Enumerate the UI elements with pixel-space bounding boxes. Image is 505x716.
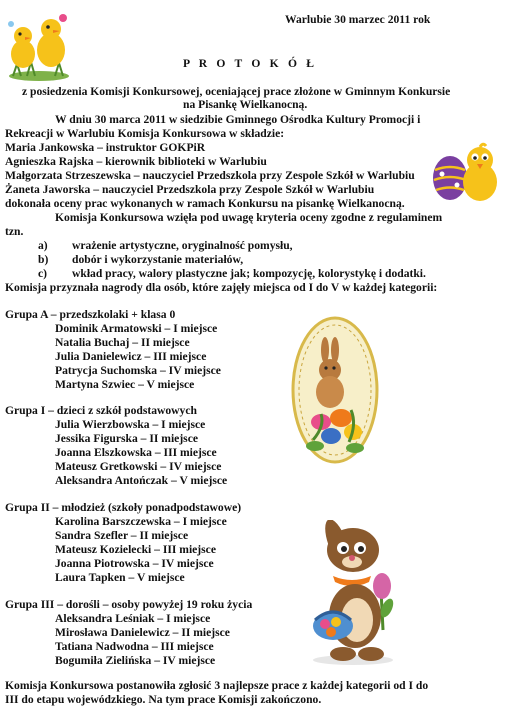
bunny-egg-clipart-icon	[291, 314, 379, 466]
group-heading: Grupa I – dzieci z szkół podstawowych	[5, 404, 197, 417]
closing-line-1: Komisja Konkursowa postanowiła zgłosić 3 najlepsze prace z każdej kategorii od I do	[5, 679, 429, 692]
committee-member: Agnieszka Rajska – kierownik biblioteki w Warlubiu	[5, 155, 267, 168]
winner-entry: Aleksandra Leśniak – I miejsce	[55, 612, 211, 625]
winner-entry: Laura Tapken – V miejsce	[55, 571, 185, 584]
intro-line-3: W dniu 30 marca 2011 w siedzibie Gminnego Ośrodka Kultury Promocji i	[55, 113, 421, 126]
winner-entry: Mateusz Gretkowski – IV miejsce	[55, 460, 222, 473]
criterion-text: wrażenie artystyczne, oryginalność pomysłu,	[72, 239, 293, 252]
document-title: P R O T O K Ó Ł	[183, 57, 318, 70]
chicks-clipart-icon	[3, 6, 75, 82]
winner-entry: Sandra Szefler – II miejsce	[55, 529, 189, 542]
winner-entry: Dominik Armatowski – I miejsce	[55, 322, 218, 335]
assessment-line-3: tzn.	[5, 225, 24, 238]
winner-entry: Joanna Elszkowska – III miejsce	[55, 446, 217, 459]
awards-intro: Komisja przyznała nagrody dla osób, które zajęły miejsca od I do V w każdej kategorii:	[5, 281, 438, 294]
committee-member: Żaneta Jaworska – nauczyciel Przedszkola przy Zespole Szkół w Warlubiu	[5, 183, 375, 196]
winner-entry: Aleksandra Antończak – V miejsce	[55, 474, 228, 487]
winner-entry: Mirosława Danielewicz – II miejsce	[55, 626, 230, 639]
group-heading: Grupa A – przedszkolaki + klasa 0	[5, 308, 176, 321]
intro-line-2: na Pisankę Wielkanocną.	[183, 98, 308, 111]
bunny-with-tulip-clipart-icon	[303, 520, 401, 666]
intro-line-1: z posiedzenia Komisji Konkursowej, oceniającej prace złożone w Gminnym Konkursie	[22, 85, 451, 98]
group-heading: Grupa II – młodzież (szkoły ponadpodstawowe)	[5, 501, 242, 514]
closing-line-2: III do etapu wojewódzkiego. Na tym prace Komisji zakończono.	[5, 693, 322, 706]
document-date: Warlubie 30 marzec 2011 rok	[285, 13, 431, 26]
intro-line-4: Rekreacji w Warlubiu Komisja Konkursowa w składzie:	[5, 127, 285, 140]
winner-entry: Patrycja Suchomska – IV miejsce	[55, 364, 221, 377]
assessment-line-2: Komisja Konkursowa wzięła pod uwagę kryteria oceny zgodne z regulaminem	[55, 211, 443, 224]
criterion-label: c)	[38, 267, 48, 280]
winner-entry: Martyna Szwiec – V miejsce	[55, 378, 195, 391]
winner-entry: Karolina Barszczewska – I miejsce	[55, 515, 227, 528]
winner-entry: Julia Danielewicz – III miejsce	[55, 350, 207, 363]
winner-entry: Joanna Piotrowska – IV miejsce	[55, 557, 214, 570]
criterion-label: b)	[38, 253, 49, 266]
assessment-line-1: dokonała oceny prac wykonanych w ramach Konkursu na pisankę Wielkanocną.	[5, 197, 405, 210]
winner-entry: Bogumiła Zielińska – IV miejsce	[55, 654, 216, 667]
chick-with-egg-clipart-icon	[428, 140, 503, 206]
committee-member: Małgorzata Strzeszewska – nauczyciel Przedszkola przy Zespole Szkół w Warlubiu	[5, 169, 415, 182]
criterion-text: dobór i wykorzystanie materiałów,	[72, 253, 244, 266]
winner-entry: Mateusz Kozielecki – III miejsce	[55, 543, 216, 556]
winner-entry: Natalia Buchaj – II miejsce	[55, 336, 190, 349]
winner-entry: Julia Wierzbowska – I miejsce	[55, 418, 206, 431]
group-heading: Grupa III – dorośli – osoby powyżej 19 roku życia	[5, 598, 253, 611]
winner-entry: Tatiana Nadwodna – III miejsce	[55, 640, 214, 653]
criterion-text: wkład pracy, walory plastyczne jak; kompozycję, kolorystykę i dodatki.	[72, 267, 426, 280]
committee-member: Maria Jankowska – instruktor GOKPiR	[5, 141, 206, 154]
criterion-label: a)	[38, 239, 48, 252]
winner-entry: Jessika Figurska – II miejsce	[55, 432, 198, 445]
